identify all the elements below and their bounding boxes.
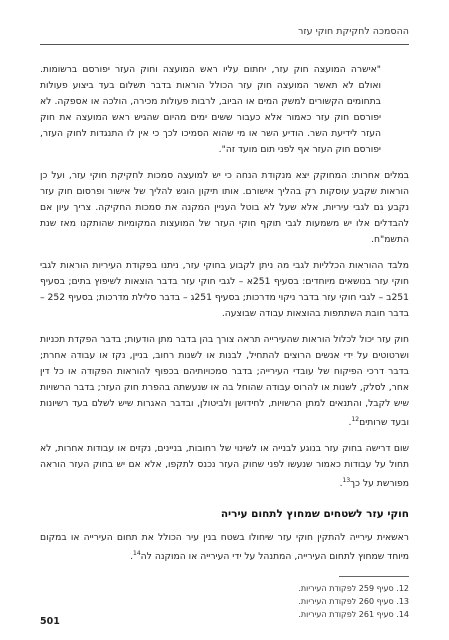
paragraph-5-end: . [130,551,134,563]
footnote-number: 14. [396,610,409,619]
footnote-14 [40,608,409,621]
paragraph-5-text: ראשאית עירייה להתקין חוקי עזר שיחולו בשטח בנין עיר הכולל את תחום העירייה או במקום מיוחד שמחוץ לתחום העירייה, המתנהל על ידי העירייה או המוקנה לה [40,532,409,563]
footnote-13 [40,595,409,608]
paragraph-5 [40,530,409,565]
footnote-number: 13. [396,597,409,606]
footnote-text: סעיף 259 לפקודת העיריות. [298,584,394,593]
paragraph-4-end: . [339,478,343,490]
header-divider [40,44,409,45]
footnotes [40,582,409,621]
paragraph-4-text: שום דרישה בחוק עזר בנוגע לבנייה או לשינוי של רחובות, בניינים, נקזים או עבודות אחרות, לא תחול על עבודות כאמור שנעשו לפני שחוק העזר נכנס לתקפו, אלא אם יש בחוק העזר הוראה מפורשת על כך [40,443,409,490]
paragraph-3-end: . [348,417,352,429]
paragraph-3-text: חוק עזר יכול לכלול הוראות שהעירייה תראה צורך בהן בדבר מתן הודעות; בדבר הפקדת תכניות ושרטוטים על ידי אנשים הרוצים להתחיל, לבנות או לשנות רחוב, בניין, נקז או עבודה אחרת; בדבר דרכי הפיקוח של עובדי העירייה; בדבר סמכויותיהם בכפוף להוראות הפקודה או כל דין אחר, לסלק, לשנות או להרוס עבודה שהוחל בה או שנעשתה בהפרת חוק העזר; בדבר הרשויות שיש לקבל, והתנאים למתן הרשויות, לחידושן ולביטולן, ובדבר האגרות שיש לשלם בעד רשיונות ובעד שרותים [40,334,409,429]
footnote-text: סעיף 260 לפקודת העיריות. [298,597,394,606]
paragraph-2: מלבד ההוראות הכלליות לגבי מה ניתן לקבוע בחוקי עזר, ניתנו בפקודת העיריות הוראות לגבי חוקי עזר בנושאים מיוחדים: בסעיף 251א – לגבי חוקי עזר בדבר הוצאות לשיפוץ בתים; בסעיף 251ב – לגבי חוקי עזר בדבר ניקוי מדרכות; בסעיף 251ג – בדבר סלילת מדרכות; בסעיף 252 – בדבר חובת השתתפות בהוצאות עבודה שבוצעה. [40,260,409,319]
paragraph-4 [40,441,409,492]
footnote-divider [339,576,409,577]
footnote-text: סעיף 261 לפקודת העיריות. [298,610,394,619]
body-text [40,62,409,575]
running-header: ההסמכה לחקיקת חוקי עזר [297,26,409,37]
footnote-ref-12[interactable]: 12 [351,416,360,423]
footnote-ref-13[interactable]: 13 [342,477,351,485]
page-number: 501 [40,616,60,627]
section-heading: חוקי עזר לשטחים שמחוץ לתחום עיריה [220,508,409,521]
footnote-ref-14[interactable]: 14 [133,550,141,558]
quoted-passage: "אישרה המועצה חוק עזר, יחתום עליו ראש המועצה וחוק העזר יפורסם ברשומות. ואולם לא תאשר המועצה חוק עזר הכולל הוראות בדבר תשלום בעד ביצוע פעולות בתחומים הקשורים למשק המים או הביוב, לרבות פעולות מכירה, הולכה או אספקה. לא יפורסם חוק עזר כאמור אלא כעבור ששים ימים מהיום שהגיש ראש המועצה את חוק העזר לידיעת השר. הודיע השר או מי שהוא הסמיכו לכך כי אין לו התנגדות לחוק העזר, יפורסם חוק העזר אף לפני תום מועד זה". [40,64,381,155]
paragraph-1: במלים אחרות: המחוקק יצא מנקודת הנחה כי יש למועצה סמכות לחקיקת חוקי עזר, ועל כן הוראות שקבע עוסקות רק בהליך אישורם. אותו תיקון הוגש להליך של אישור ופרסום חוק עזר נקבע גם לגבי עיריות, אלא שעל לא בוטל העניין המקנה את סמכות החקיקה. צריך עיון אם להבדלים אלו יש משמעות לגבי תוקף חוקי העזר של המועצות המקומיות שהותקנו מאז שנת התשמ"ח. [40,170,409,245]
footnote-12 [40,582,409,595]
footnote-number: 12. [396,584,409,593]
paragraph-3 [40,332,409,431]
